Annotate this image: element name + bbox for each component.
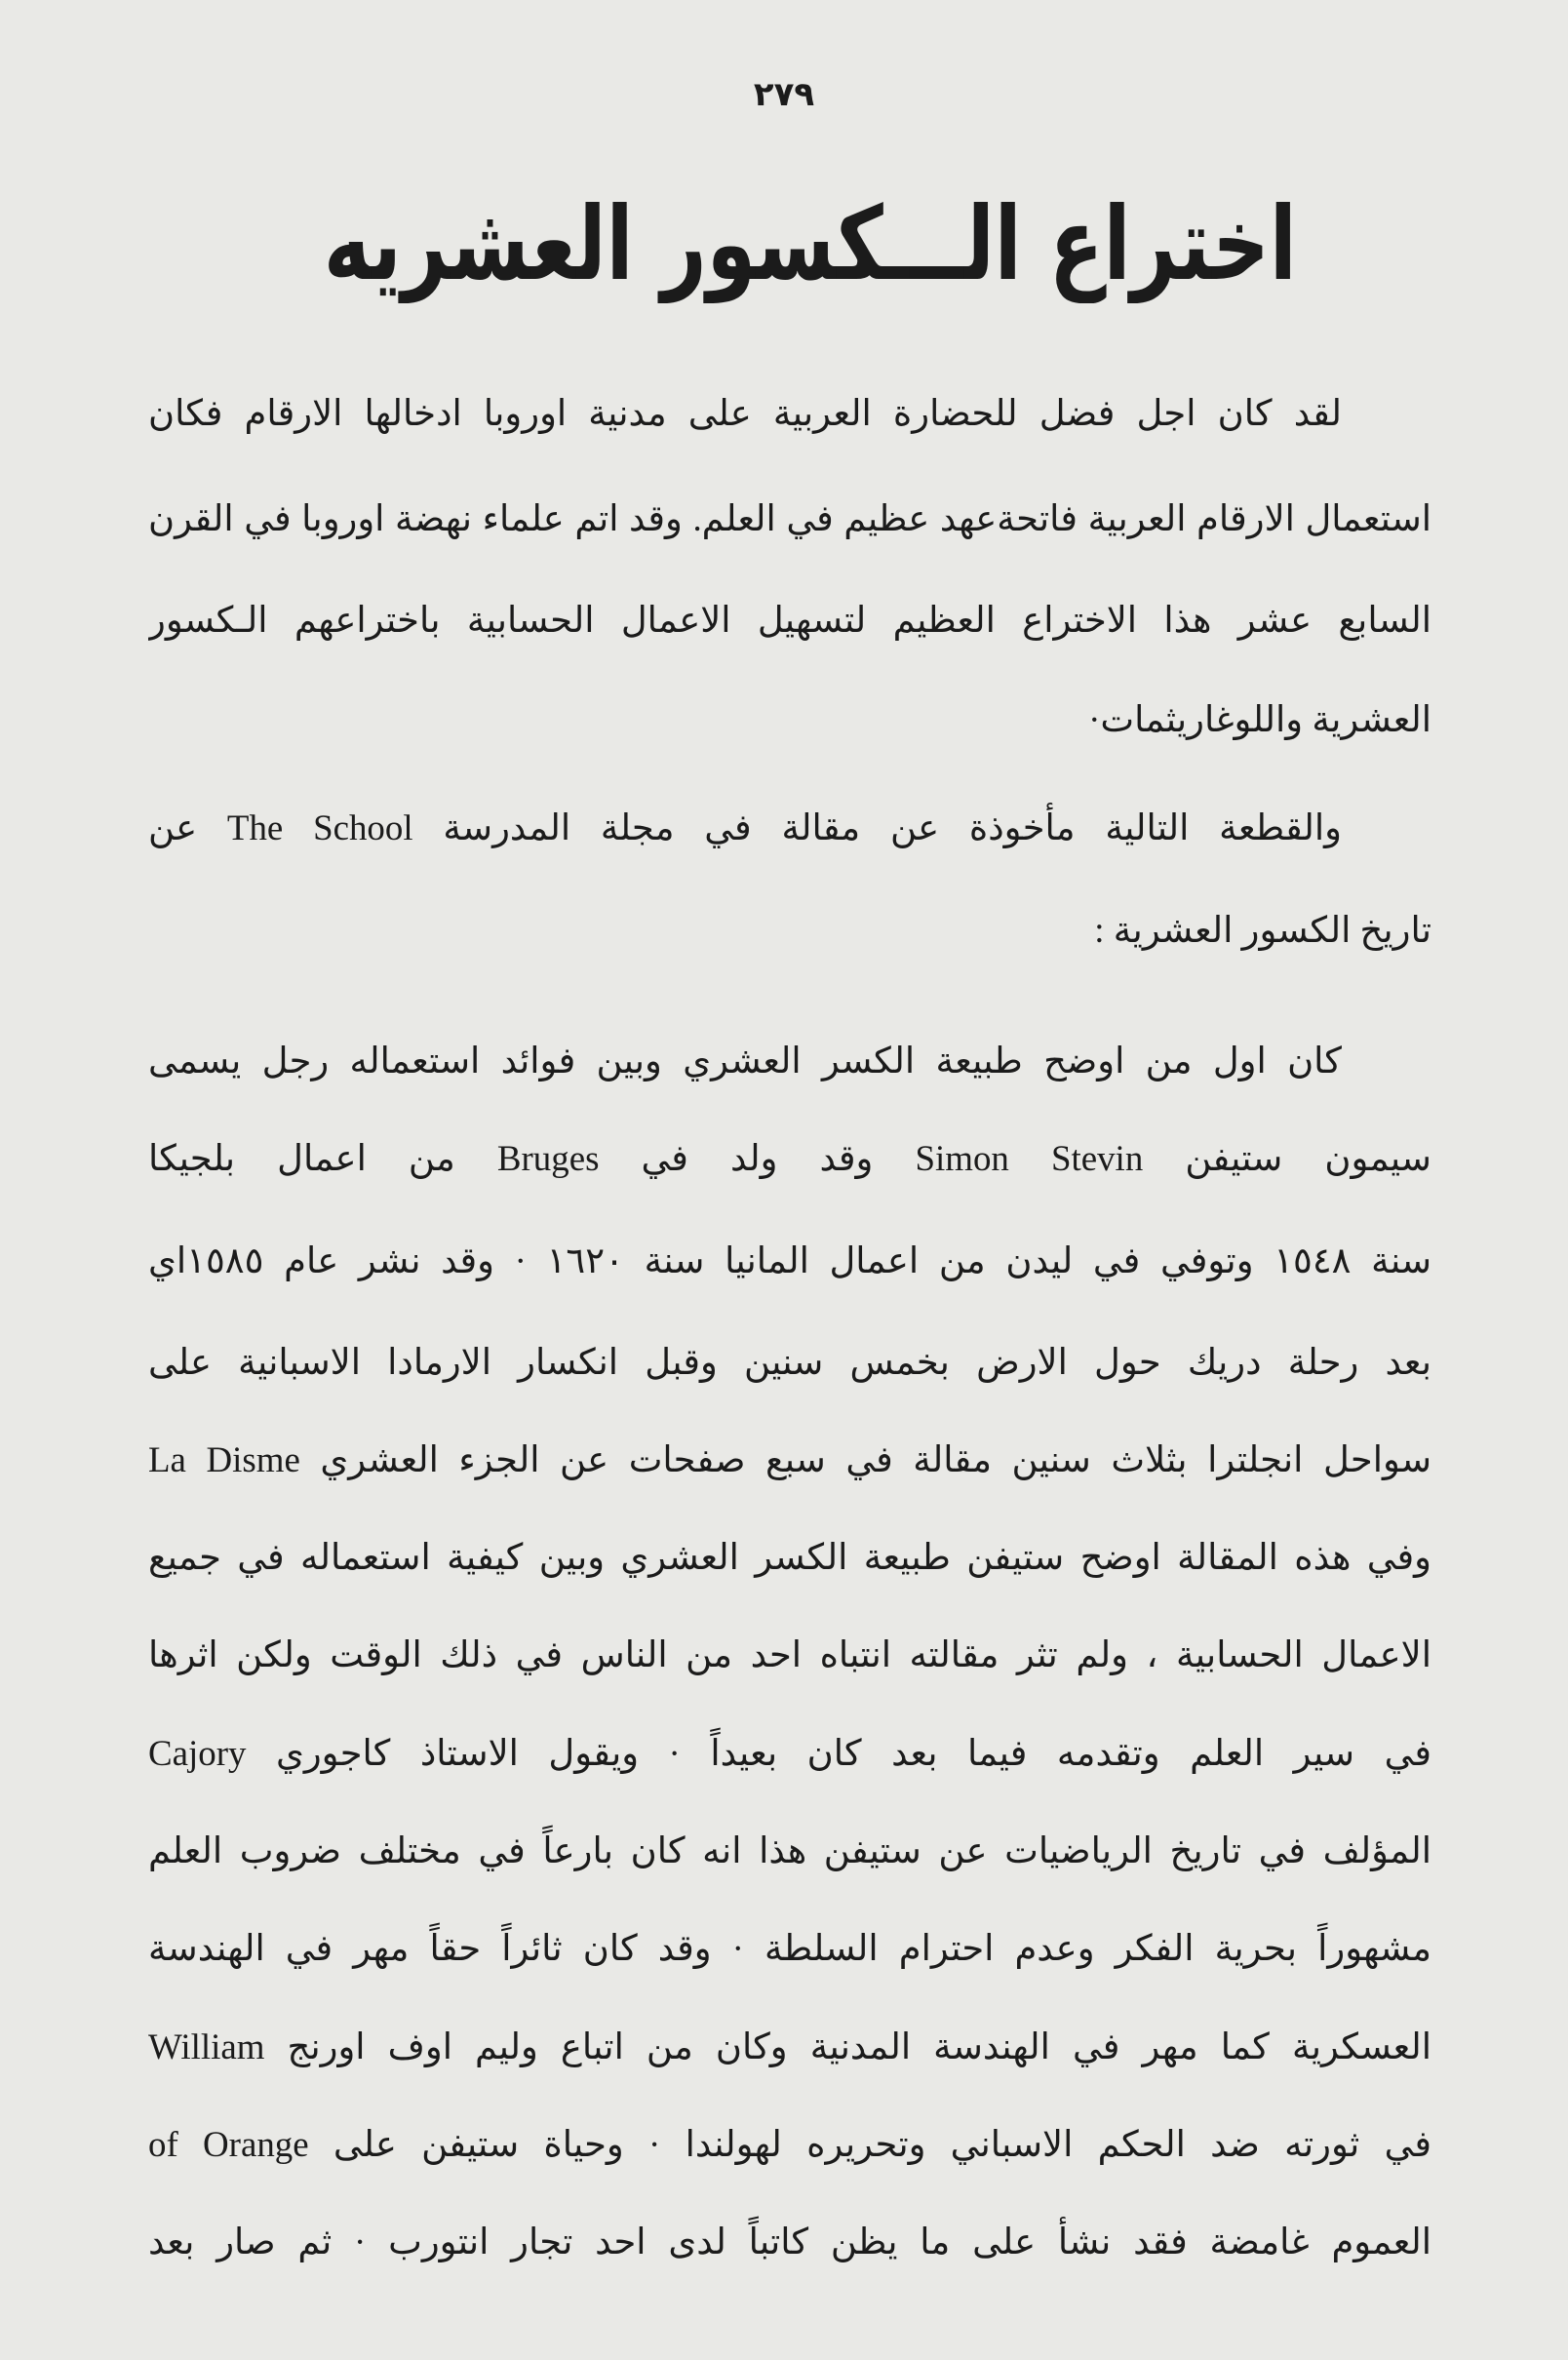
text-line-content: تاريخ الكسور العشرية : xyxy=(1094,910,1431,950)
text-line-content: لقد كان اجل فضل للحضارة العربية على مدنية اوروبا ادخالها الارقام فكان xyxy=(148,393,1342,433)
page-title xyxy=(53,166,1568,322)
text-line-content: العموم غامضة فقد نشأ على ما يظن كاتباً لدى احد تجار انتورب · ثم صار بعد xyxy=(148,2222,1431,2262)
text-line xyxy=(148,1722,1431,1785)
text-line-content: السابع عشر هذا الاختراع العظيم لتسهيل الاعمال الحسابية باختراعهم الـكسور xyxy=(148,600,1431,640)
text-line-content: سنة ١٥٤٨ وتوفي في ليدن من اعمال المانيا سنة ١٦٢٠ · وقد نشر عام ١٥٨٥اي xyxy=(148,1240,1431,1280)
text-line xyxy=(148,589,1431,651)
text-line-content: وفي هذه المقالة اوضح ستيفن طبيعة الكسر العشري وبين كيفية استعماله في جميع xyxy=(148,1537,1431,1577)
text-line-content: المؤلف في تاريخ الرياضيات عن ستيفن هذا انه كان بارعاً في مختلف ضروب العلم xyxy=(148,1830,1431,1870)
text-line xyxy=(148,1030,1342,1092)
text-line xyxy=(148,1331,1431,1394)
text-line-content: والقطعة التالية مأخوذة عن مقالة في مجلة المدرسة The School عن xyxy=(148,807,1342,847)
text-line xyxy=(148,1230,1431,1292)
text-line-content: في سير العلم وتقدمه فيما بعد كان بعيداً · ويقول الاستاذ كاجوري Cajory xyxy=(148,1733,1431,1773)
text-line-content: الاعمال الحسابية ، ولم تثر مقالته انتباه احد من الناس في ذلك الوقت ولكن اثرها xyxy=(148,1634,1431,1674)
text-line xyxy=(148,1917,1431,1980)
text-line xyxy=(148,488,1431,550)
text-line xyxy=(148,1429,1431,1491)
text-line xyxy=(148,1127,1431,1190)
text-line-content: العشرية واللوغاريثمات· xyxy=(1088,699,1431,739)
text-line xyxy=(148,382,1342,445)
text-line-content: بعد رحلة دريك حول الارض بخمس سنين وقبل انكسار الارمادا الاسبانية على xyxy=(148,1342,1431,1382)
text-line-content: كان اول من اوضح طبيعة الكسر العشري وبين فوائد استعماله رجل يسمى xyxy=(148,1041,1342,1081)
text-line xyxy=(148,797,1342,859)
page-number xyxy=(0,70,1568,119)
text-line-content: سواحل انجلترا بثلاث سنين مقالة في سبع صفحات عن الجزء العشري La Disme xyxy=(148,1439,1431,1479)
text-line xyxy=(148,1820,1431,1882)
page-number-text: ٢٧٩ xyxy=(753,75,815,114)
page-title-text: اختراع الـــكسور العشريه xyxy=(324,184,1297,303)
text-line xyxy=(148,2113,1431,2176)
text-line xyxy=(148,2016,1431,2078)
text-line xyxy=(148,688,1431,751)
text-line xyxy=(148,899,1431,962)
text-line-content: مشهوراً بحرية الفكر وعدم احترام السلطة · وقد كان ثائراً حقاً مهر في الهندسة xyxy=(148,1928,1431,1968)
text-line xyxy=(148,2211,1431,2273)
text-line-content: سيمون ستيفن Simon Stevin وقد ولد في Bruges من اعمال بلجيكا xyxy=(148,1138,1431,1178)
text-line-content: العسكرية كما مهر في الهندسة المدنية وكان من اتباع وليم اوف اورنج William xyxy=(148,2026,1431,2066)
text-line xyxy=(148,1624,1431,1686)
text-line-content: استعمال الارقام العربية فاتحةعهد عظيم في العلم. وقد اتم علماء نهضة اوروبا في القرن xyxy=(148,498,1431,538)
text-line-content: of Orange في ثورته ضد الحكم الاسباني وتحريره لهولندا · وحياة ستيفن على xyxy=(148,2124,1431,2164)
text-line xyxy=(148,1526,1431,1589)
